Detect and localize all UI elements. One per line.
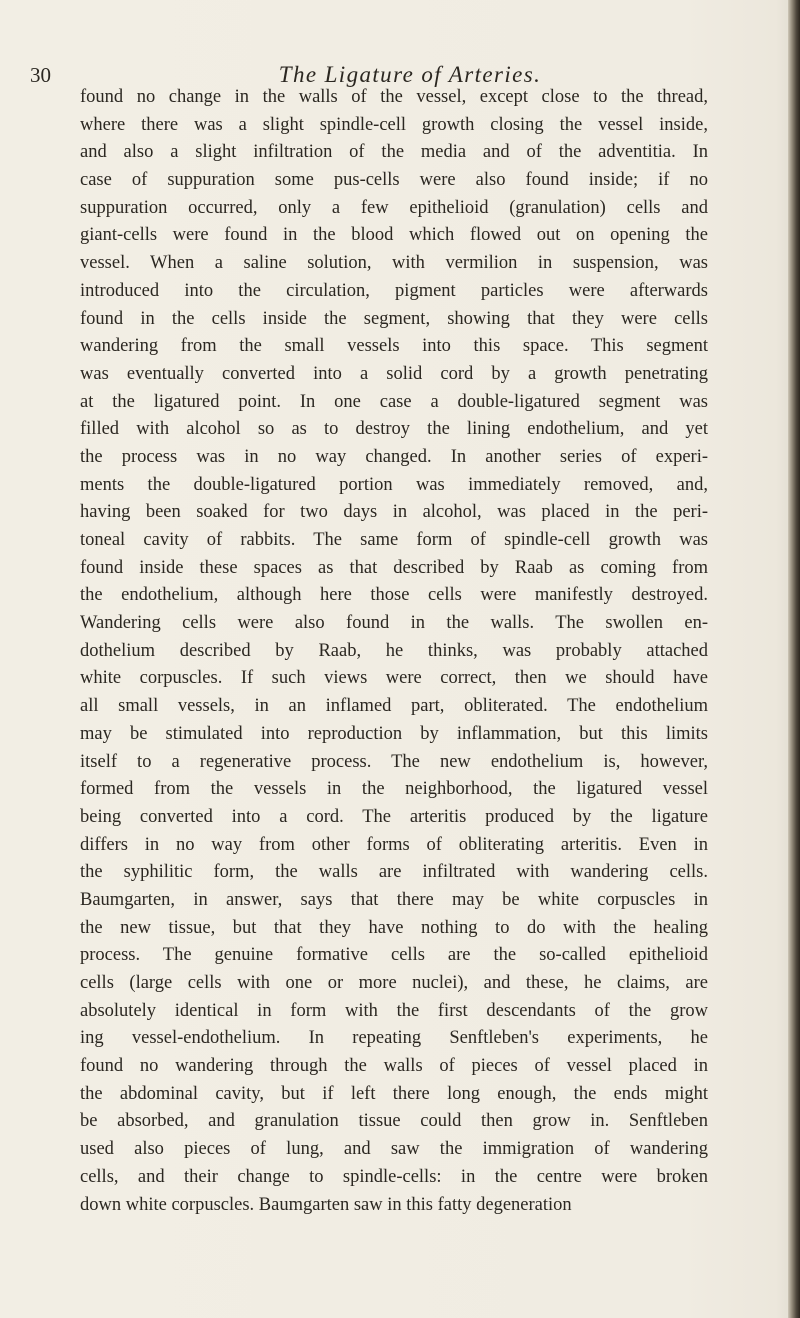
text-line: white corpuscles. If such views were correct, then we should have (80, 668, 708, 689)
text-line: process. The genuine formative cells are the so-called epithelioid (80, 945, 708, 966)
text-line: Baumgarten, in answer, says that there may be white corpuscles in (80, 889, 708, 910)
page-binding-edge (788, 0, 800, 1318)
text-line: itself to a regenerative process. The new endothelium is, however, (80, 751, 708, 772)
text-line: cells, and their change to spindle-cells: in the centre were broken (80, 1166, 708, 1187)
text-line: case of suppuration some pus-cells were also found inside; if no (80, 170, 708, 191)
text-line: down white corpuscles. Baumgarten saw in this fatty degeneration (80, 1194, 572, 1215)
text-line: found no change in the walls of the vessel, except close to the thread, (80, 87, 708, 107)
text-line: be absorbed, and granulation tissue could then grow in. Senftleben (80, 1111, 708, 1132)
text-line: suppuration occurred, only a few epithelioid (granulation) cells and (80, 197, 708, 218)
text-line: vessel. When a saline solution, with vermilion in suspension, was (80, 253, 708, 274)
text-line: used also pieces of lung, and saw the immigration of wandering (80, 1139, 708, 1160)
text-line: was eventually converted into a solid cord by a growth penetrating (80, 363, 708, 384)
text-line: giant-cells were found in the blood which flowed out on opening the (80, 225, 708, 246)
text-line: the endothelium, although here those cells were manifestly destroyed. (80, 585, 708, 606)
text-line: wandering from the small vessels into this space. This segment (80, 336, 708, 357)
text-line: introduced into the circulation, pigment particles were afterwards (80, 280, 708, 301)
text-line: found in the cells inside the segment, showing that they were cells (80, 308, 708, 329)
text-line: may be stimulated into reproduction by inflammation, but this limits (80, 723, 708, 744)
running-title: The Ligature of Arteries. (278, 62, 542, 87)
text-line: the new tissue, but that they have nothing to do with the healing (80, 917, 708, 938)
text-line: where there was a slight spindle-cell growth closing the vessel inside, (80, 114, 708, 135)
page-number: 30 (30, 63, 51, 87)
text-line: at the ligatured point. In one case a double-ligatured segment was (80, 391, 708, 412)
text-line: differs in no way from other forms of obliterating arteritis. Even in (80, 834, 708, 855)
text-line: formed from the vessels in the neighborhood, the ligatured vessel (80, 779, 708, 800)
text-line: the syphilitic form, the walls are infiltrated with wandering cells. (80, 862, 708, 883)
text-line: and also a slight infiltration of the media and of the adventitia. In (80, 142, 708, 163)
text-line: the abdominal cavity, but if left there long enough, the ends might (80, 1083, 708, 1104)
text-line: ing vessel-endothelium. In repeating Senftleben's experiments, he (80, 1028, 708, 1049)
text-line: dothelium described by Raab, he thinks, was probably attached (80, 640, 708, 661)
text-line: ments the double-ligatured portion was immediately removed, and, (80, 474, 708, 495)
text-line: the process was in no way changed. In another series of experi- (80, 446, 708, 467)
text-line: being converted into a cord. The arteritis produced by the ligature (80, 806, 708, 827)
text-line: found inside these spaces as that described by Raab as coming from (80, 557, 708, 578)
text-line: all small vessels, in an inflamed part, obliterated. The endothelium (80, 696, 708, 717)
text-line: having been soaked for two days in alcohol, was placed in the peri- (80, 502, 708, 523)
text-line: Wandering cells were also found in the walls. The swollen en- (80, 613, 708, 634)
text-line: found no wandering through the walls of pieces of vessel placed in (80, 1056, 708, 1077)
body-paragraph (80, 84, 708, 1219)
text-line: cells (large cells with one or more nuclei), and these, he claims, are (80, 973, 708, 993)
text-line: filled with alcohol so as to destroy the lining endothelium, and yet (80, 419, 708, 440)
text-line: toneal cavity of rabbits. The same form of spindle-cell growth was (80, 530, 708, 550)
text-line: absolutely identical in form with the first descendants of the grow (80, 1000, 708, 1021)
